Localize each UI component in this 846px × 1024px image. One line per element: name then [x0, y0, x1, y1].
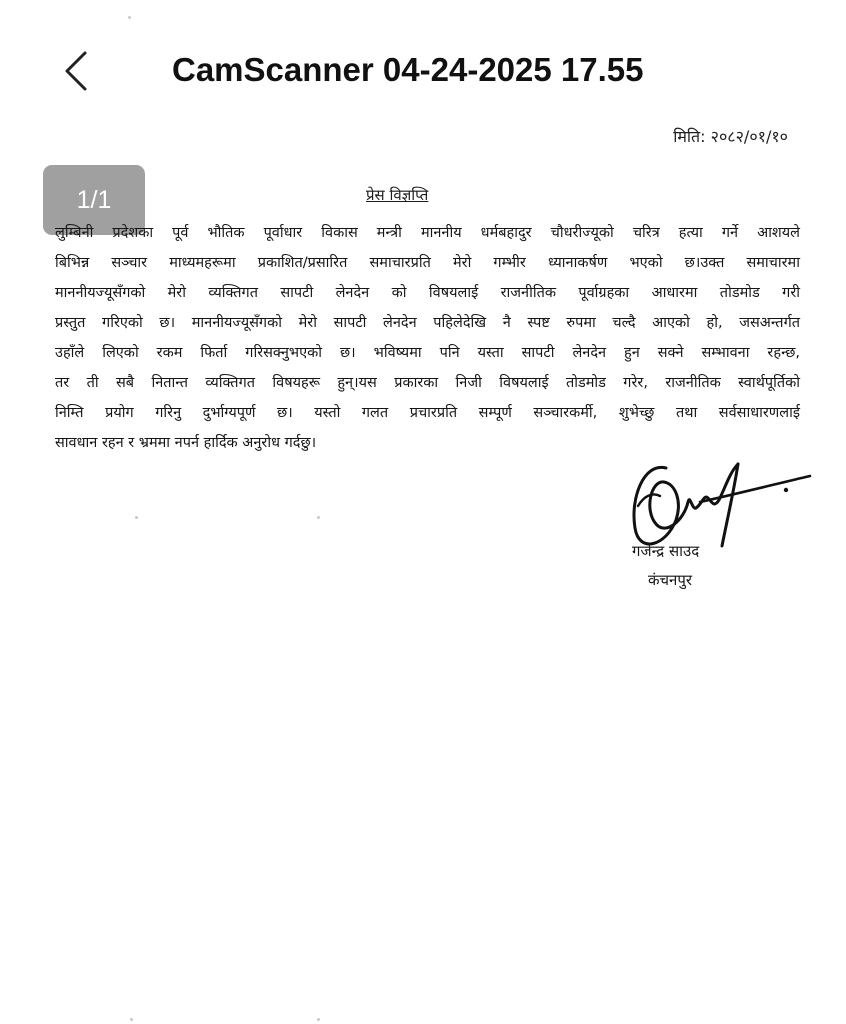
body-line: माननीयज्यूसँगको मेरो व्यक्तिगत सापटी लेनदेन को विषयलाई राजनीतिक पूर्वाग्रहका आधारमा तोडमोड गरी — [55, 285, 800, 301]
body-line: सावधान रहन र भ्रममा नपर्न हार्दिक अनुरोध गर्दछु। — [55, 435, 317, 451]
top-bar — [0, 0, 846, 140]
page-indicator: 1/1 — [43, 165, 145, 235]
scan-speck — [128, 16, 131, 19]
body-line: प्रस्तुत गरिएको छ। माननीयज्यूसँगको मेरो सापटी लेनदेन पहिलेदेखि नै स्पष्ट रुपमा चल्दै आएको हो, जसअन्तर्गत — [55, 315, 800, 331]
document-heading: प्रेस विज्ञप्ति — [366, 186, 429, 204]
signer-name: गजेन्द्र साउद — [632, 542, 700, 560]
signer-place: कंचनपुर — [648, 571, 693, 589]
back-button[interactable] — [52, 45, 100, 97]
document-body — [55, 218, 800, 458]
chevron-left-icon — [63, 50, 89, 92]
body-line: उहाँले लिएको रकम फिर्ता गरिसक्नुभएको छ। भविष्यमा पनि यस्ता सापटी लेनदेन हुन सक्ने सम्भावना रहन्छ, — [55, 345, 800, 361]
body-line: लुम्बिनी प्रदेशका पूर्व भौतिक पूर्वाधार विकास मन्त्री माननीय धर्मबहादुर चौधरीज्यूको चरित्र हत्या गर्ने आशयले — [55, 225, 800, 241]
scan-speck — [317, 1018, 320, 1021]
scan-speck — [317, 516, 320, 519]
document-title: CamScanner 04-24-2025 17.55 — [172, 51, 644, 88]
scan-speck — [135, 516, 138, 519]
body-line: तर ती सबै नितान्त व्यक्तिगत विषयहरू हुन्।यस प्रकारका निजी विषयलाई तोडमोड गरेर, राजनीतिक स्वार्थपूर्तिको — [55, 375, 800, 391]
body-line: निम्ति प्रयोग गरिनु दुर्भाग्यपूर्ण छ। यस्तो गलत प्रचारप्रति सम्पूर्ण सञ्चारकर्मी, शुभेच्छु तथा सर्वसाधारणलाई — [55, 405, 800, 421]
scan-speck — [130, 1018, 133, 1021]
body-line: बिभिन्न सञ्चार माध्यमहरूमा प्रकाशित/प्रसारित समाचारप्रति मेरो गम्भीर ध्यानाकर्षण भएको छ।उक्त समाचारमा — [55, 255, 800, 271]
document-date: मिति: २०८२/०१/१० — [673, 127, 788, 146]
